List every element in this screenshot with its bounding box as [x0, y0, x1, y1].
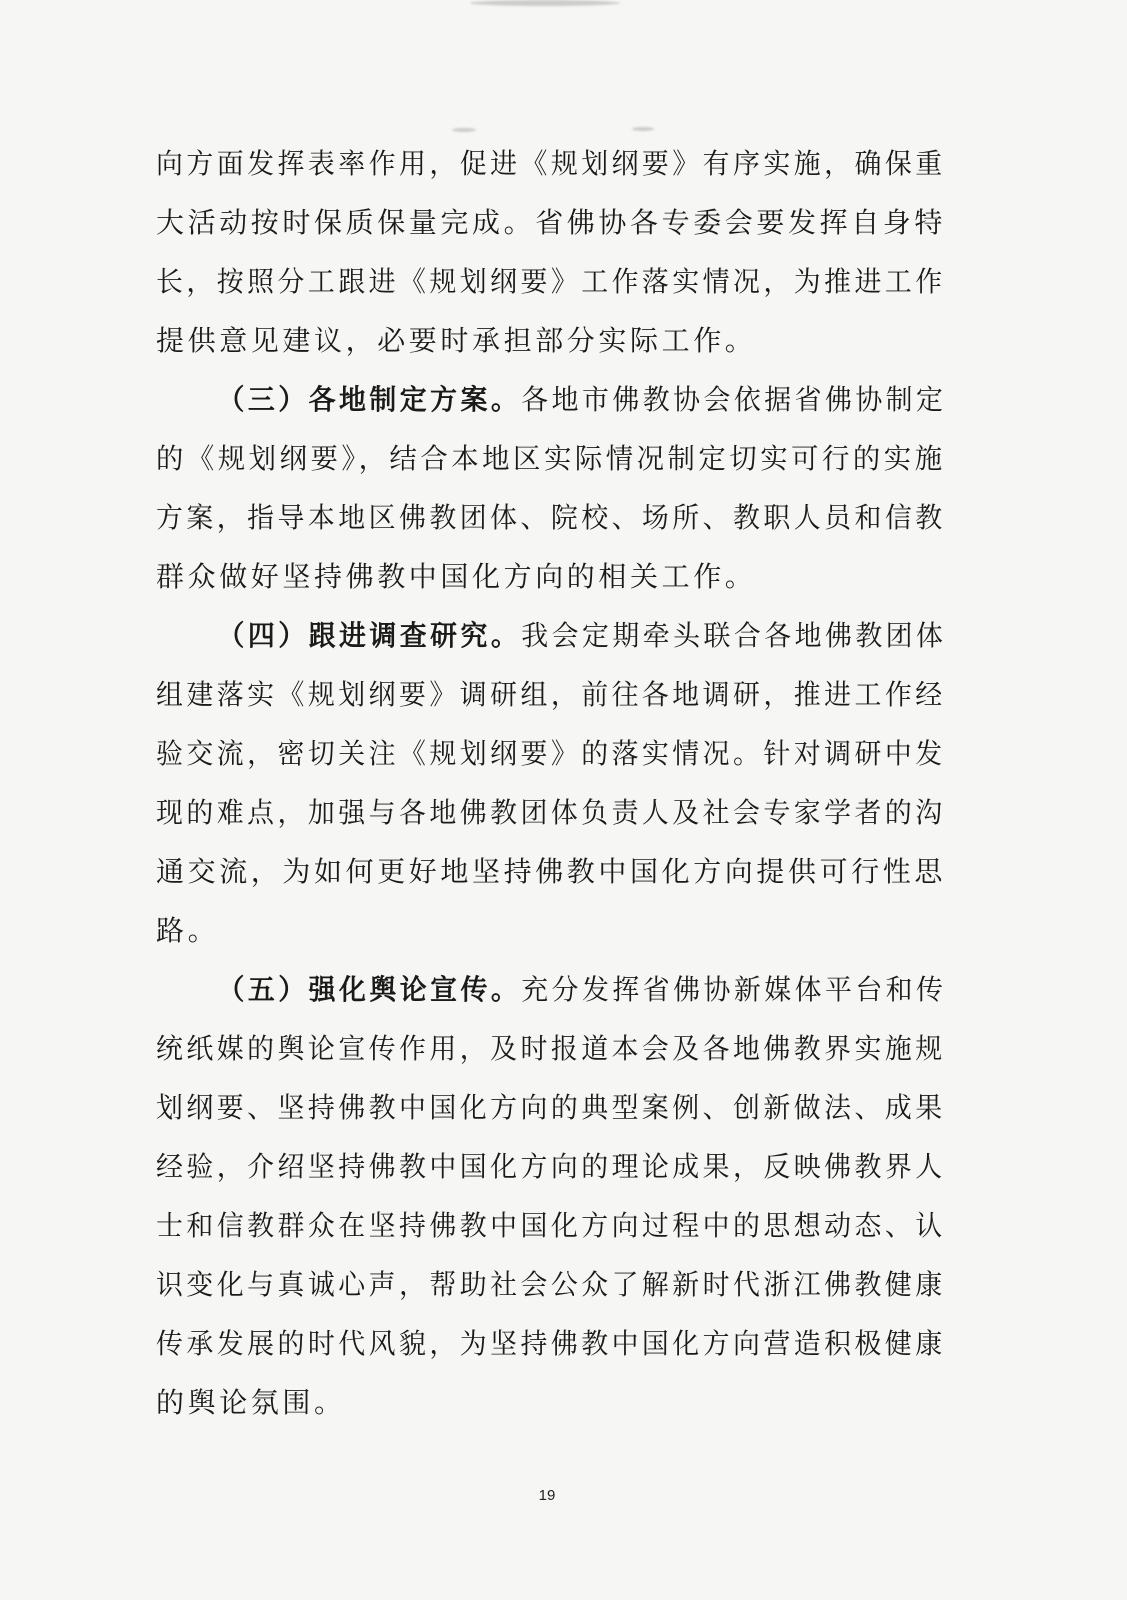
text-line-content: 通交流，为如何更好地坚持佛教中国化方向提供可行性思	[156, 855, 947, 888]
text-line-content: 向方面发挥表率作用，促进《规划纲要》有序实施，确保重	[156, 147, 946, 180]
text-line-content: 的舆论氛围。	[156, 1386, 346, 1419]
text-line	[156, 1196, 946, 1255]
text-line-content: 组建落实《规划纲要》调研组，前往各地调研，推进工作经	[156, 678, 946, 711]
text-line-content: 长，按照分工跟进《规划纲要》工作落实情况，为推进工作	[156, 265, 946, 298]
section-heading: （五）强化舆论宣传。	[217, 973, 522, 1006]
text-line-content: 我会定期牵头联合各地佛教团体	[521, 619, 947, 652]
text-line-content: 群众做好坚持佛教中国化方向的相关工作。	[156, 560, 757, 593]
scan-smudge-top	[470, 0, 620, 6]
text-line	[156, 134, 946, 193]
text-line	[156, 1019, 946, 1078]
section-heading-line	[156, 370, 947, 429]
text-line	[156, 1255, 946, 1314]
text-line-content: 验交流，密切关注《规划纲要》的落实情况。针对调研中发	[156, 737, 946, 770]
text-line-content: 路。	[156, 914, 220, 947]
text-line-content: 划纲要、坚持佛教中国化方向的典型案例、创新做法、成果	[156, 1091, 946, 1124]
text-line	[156, 901, 946, 960]
section-heading: （三）各地制定方案。	[217, 383, 522, 416]
text-line-content: 士和信教群众在坚持佛教中国化方向过程中的思想动态、认	[156, 1209, 946, 1242]
text-line-content: 经验，介绍坚持佛教中国化方向的理论成果，反映佛教界人	[156, 1150, 946, 1183]
section-heading: （四）跟进调查研究。	[217, 619, 522, 652]
page-number: 19	[538, 1487, 556, 1504]
scan-smudge-upper	[452, 128, 476, 132]
text-line-content: 识变化与真诚心声，帮助社会公众了解新时代浙江佛教健康	[156, 1268, 946, 1301]
text-line	[156, 311, 946, 370]
text-line-content: 大活动按时保质保量完成。省佛协各专委会要发挥自身特	[156, 206, 947, 239]
text-line-content: 现的难点，加强与各地佛教团体负责人及社会专家学者的沟	[156, 796, 946, 829]
text-line-content: 方案，指导本地区佛教团体、院校、场所、教职人员和信教	[156, 501, 946, 534]
text-line-content: 提供意见建议，必要时承担部分实际工作。	[156, 324, 757, 357]
text-line	[156, 1314, 946, 1373]
text-line	[156, 429, 946, 488]
text-line	[156, 724, 946, 783]
text-line-content: 统纸媒的舆论宣传作用，及时报道本会及各地佛教界实施规	[156, 1032, 946, 1065]
text-line	[156, 1078, 946, 1137]
section-heading-line	[156, 606, 947, 665]
text-line-content: 传承发展的时代风貌，为坚持佛教中国化方向营造积极健康	[156, 1327, 946, 1360]
text-line-content: 充分发挥省佛协新媒体平台和传	[521, 973, 947, 1006]
text-line-content: 各地市佛教协会依据省佛协制定	[521, 383, 947, 416]
text-line	[156, 1373, 946, 1432]
text-line	[156, 783, 946, 842]
text-line	[156, 842, 946, 901]
section-heading-line	[156, 960, 947, 1019]
text-line-content: 的《规划纲要》，结合本地区实际情况制定切实可行的实施	[156, 442, 946, 475]
scan-smudge-upper-right	[632, 127, 654, 131]
text-line	[156, 488, 946, 547]
text-line	[156, 1137, 946, 1196]
text-line	[156, 665, 946, 724]
document-body	[156, 134, 946, 1432]
text-line	[156, 547, 946, 606]
text-line	[156, 252, 946, 311]
text-line	[156, 193, 946, 252]
